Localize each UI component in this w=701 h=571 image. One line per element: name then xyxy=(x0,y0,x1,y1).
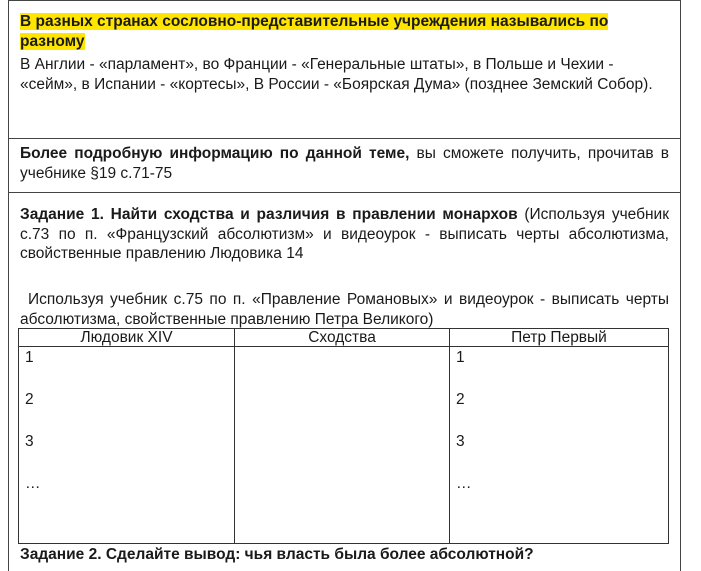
header-louis: Людовик XIV xyxy=(19,329,235,347)
list-item: 3 xyxy=(456,433,465,450)
list-item: 1 xyxy=(25,349,34,366)
more-info-text: вы сможете получить, прочитав в учебнике §19 с.71-75 xyxy=(20,145,669,182)
section-heading: В разных странах сословно-представительные учреждения назывались по разному xyxy=(20,13,609,50)
table-header-row xyxy=(19,329,669,347)
header-peter: Петр Первый xyxy=(450,329,669,347)
comparison-table xyxy=(18,328,669,544)
task2-question: Задание 2. Сделайте вывод: чья власть была более абсолютной? xyxy=(20,546,534,563)
section-more-info xyxy=(8,144,681,183)
table-row xyxy=(19,347,669,544)
list-item: 2 xyxy=(456,391,465,408)
header-similarities: Сходства xyxy=(235,329,450,347)
list-item: 1 xyxy=(456,349,465,366)
divider-1 xyxy=(8,138,681,139)
top-border xyxy=(8,0,681,1)
section-text: В Англии - «парламент», во Франции - «Генеральные штаты», в Польше и Чехии - «сейм», в Испании - «кортесы», В России - «Боярская Дума» (позднее Земский Собор). xyxy=(20,56,653,93)
task1-text: (Используя учебник с.73 по п. «Французский абсолютизм» и видеоурок - выписать черты абсолютизма, свойственные правлению Людовика 14 xyxy=(20,206,669,262)
task1-instructions-2 xyxy=(8,290,681,329)
peter-column-cell[interactable] xyxy=(450,347,669,544)
list-item: … xyxy=(456,475,472,492)
list-item: … xyxy=(25,475,41,492)
list-item: 3 xyxy=(25,433,34,450)
section-intro xyxy=(8,12,681,94)
task1-bold: Задание 1. Найти сходства и различия в правлении монархов xyxy=(20,206,518,223)
list-item: 2 xyxy=(25,391,34,408)
divider-2 xyxy=(8,192,681,193)
similarities-column-cell[interactable] xyxy=(235,347,450,544)
louis-column-cell[interactable] xyxy=(19,347,235,544)
task1-instructions xyxy=(8,205,681,264)
more-info-bold: Более подробную информацию по данной теме, xyxy=(20,145,410,162)
task1-text2: Используя учебник с.75 по п. «Правление Романовых» и видеоурок - выписать черты абсолютизма, свойственные правлению Петра Великого) xyxy=(20,291,669,328)
